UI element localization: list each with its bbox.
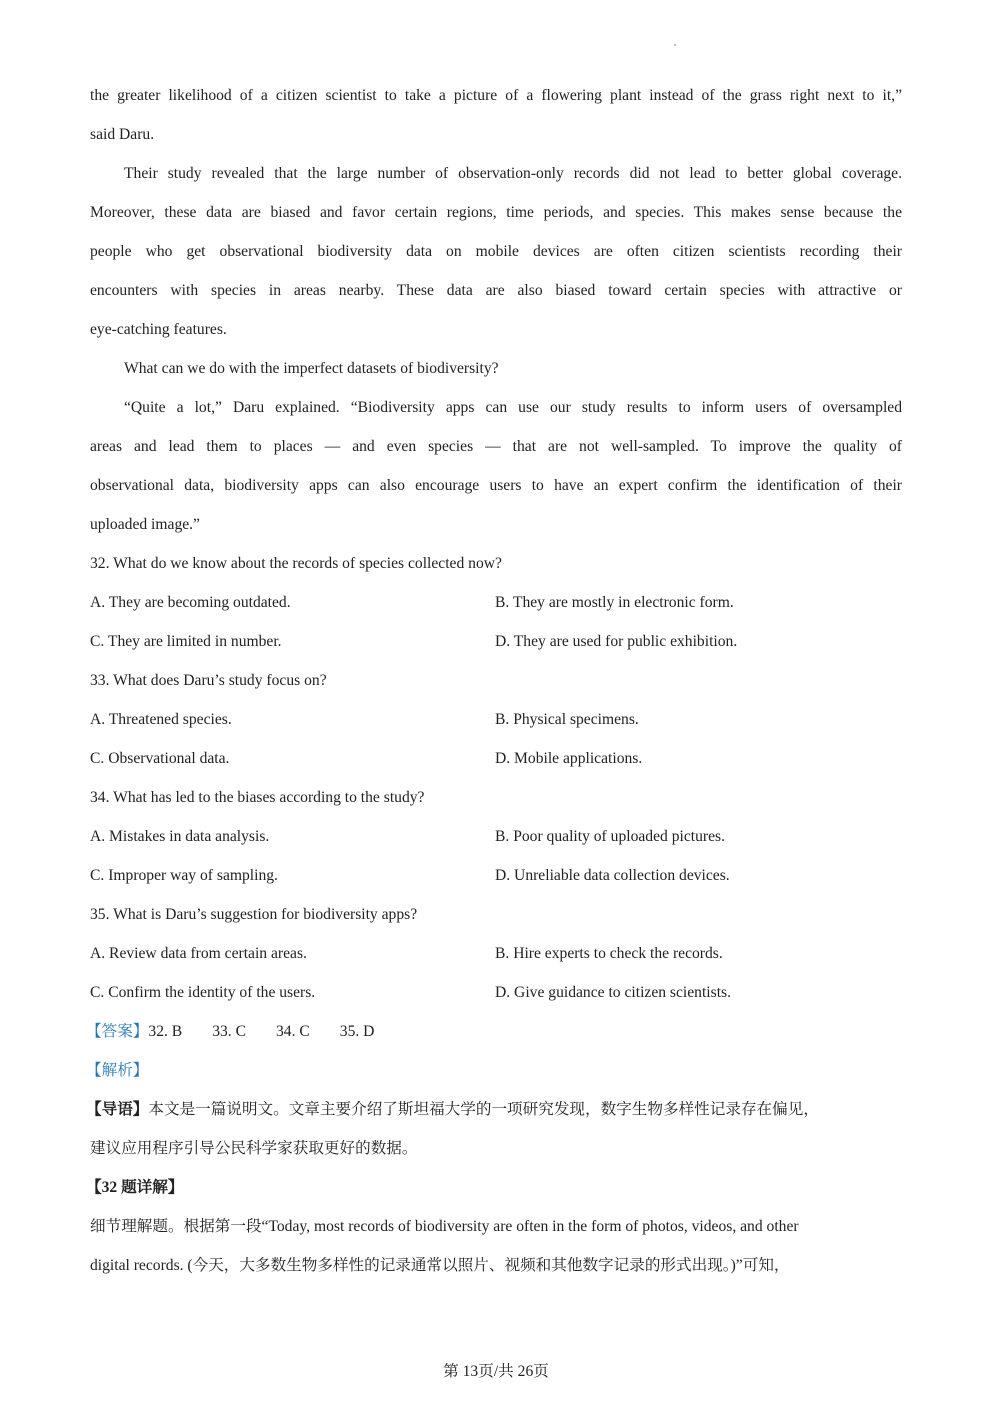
guide-text: 建议应用程序引导公民科学家获取更好的数据。	[90, 1140, 418, 1157]
analysis-text: digital records. (今天，大多数生物多样性的记录通常以照片、视频和其他数字记录的形式出现。)”可知，	[90, 1257, 790, 1274]
answer-label: 【答案】	[86, 1023, 149, 1040]
option-b: B. Poor quality of uploaded pictures.	[495, 828, 725, 845]
option-d: D. Unreliable data collection devices.	[495, 867, 730, 884]
guide-line	[86, 1100, 898, 1120]
analysis-label: 【解析】	[86, 1062, 149, 1079]
option-b: B. Physical specimens.	[495, 711, 639, 728]
option-a: A. They are becoming outdated.	[90, 594, 291, 611]
question-stem: 32. What do we know about the records of species collected now?	[90, 555, 502, 572]
answer-item: 32. B	[148, 1023, 183, 1040]
answer-item: 33. C	[212, 1023, 246, 1040]
scan-speck	[674, 44, 676, 46]
option-c: C. Confirm the identity of the users.	[90, 984, 316, 1001]
passage-line: observational data, biodiversity apps can also encourage users to have an expert confirm the identification of their	[90, 477, 902, 494]
guide-label: 【导语】	[86, 1101, 149, 1118]
page-number: 第 13页/共 26页	[443, 1363, 549, 1380]
q32-detail-label: 【32 题详解】	[86, 1179, 184, 1196]
option-a: A. Mistakes in data analysis.	[90, 828, 270, 845]
answer-item: 34. C	[275, 1023, 310, 1040]
passage-line: Their study revealed that the large number of observation-only records did not lead to better global coverage.	[124, 165, 902, 182]
analysis-text: 细节理解题。根据第一段“Today, most records of biodiversity are often in the form of photos, videos, and other	[90, 1218, 799, 1235]
option-b: B. Hire experts to check the records.	[495, 945, 723, 962]
question-stem: 35. What is Daru’s suggestion for biodiversity apps?	[90, 906, 418, 923]
passage-line: said Daru.	[90, 126, 155, 143]
answer-line	[86, 1022, 898, 1042]
option-b: B. They are mostly in electronic form.	[495, 594, 734, 611]
option-d: D. Give guidance to citizen scientists.	[495, 984, 732, 1001]
answer-item: 35. D	[339, 1023, 375, 1040]
passage-line: What can we do with the imperfect datasets of biodiversity?	[124, 360, 499, 377]
option-c: C. They are limited in number.	[90, 633, 282, 650]
option-c: C. Observational data.	[90, 750, 230, 767]
passage-line: people who get observational biodiversity data on mobile devices are often citizen scientists recording their	[90, 243, 902, 260]
passage-line: Moreover, these data are biased and favor certain regions, time periods, and species. This makes sense because the	[90, 204, 902, 221]
passage-line: uploaded image.”	[90, 516, 200, 533]
passage-line: eye-catching features.	[90, 321, 227, 338]
passage-line: the greater likelihood of a citizen scientist to take a picture of a flowering plant instead of the grass right next to it,”	[90, 87, 902, 104]
guide-text: 本文是一篇说明文。文章主要介绍了斯坦福大学的一项研究发现，数字生物多样性记录存在偏见，	[148, 1101, 819, 1118]
passage-line: “Quite a lot,” Daru explained. “Biodiversity apps can use our study results to inform users of oversampled	[124, 399, 902, 416]
option-a: A. Threatened species.	[90, 711, 232, 728]
option-a: A. Review data from certain areas.	[90, 945, 307, 962]
option-d: D. They are used for public exhibition.	[495, 633, 738, 650]
question-stem: 34. What has led to the biases according to the study?	[90, 789, 425, 806]
option-c: C. Improper way of sampling.	[90, 867, 278, 884]
option-d: D. Mobile applications.	[495, 750, 643, 767]
passage-line: areas and lead them to places — and even species — that are not well-sampled. To improve the quality of	[90, 438, 902, 455]
passage-line: encounters with species in areas nearby. These data are also biased toward certain species with attractive or	[90, 282, 902, 299]
question-stem: 33. What does Daru’s study focus on?	[90, 672, 327, 689]
